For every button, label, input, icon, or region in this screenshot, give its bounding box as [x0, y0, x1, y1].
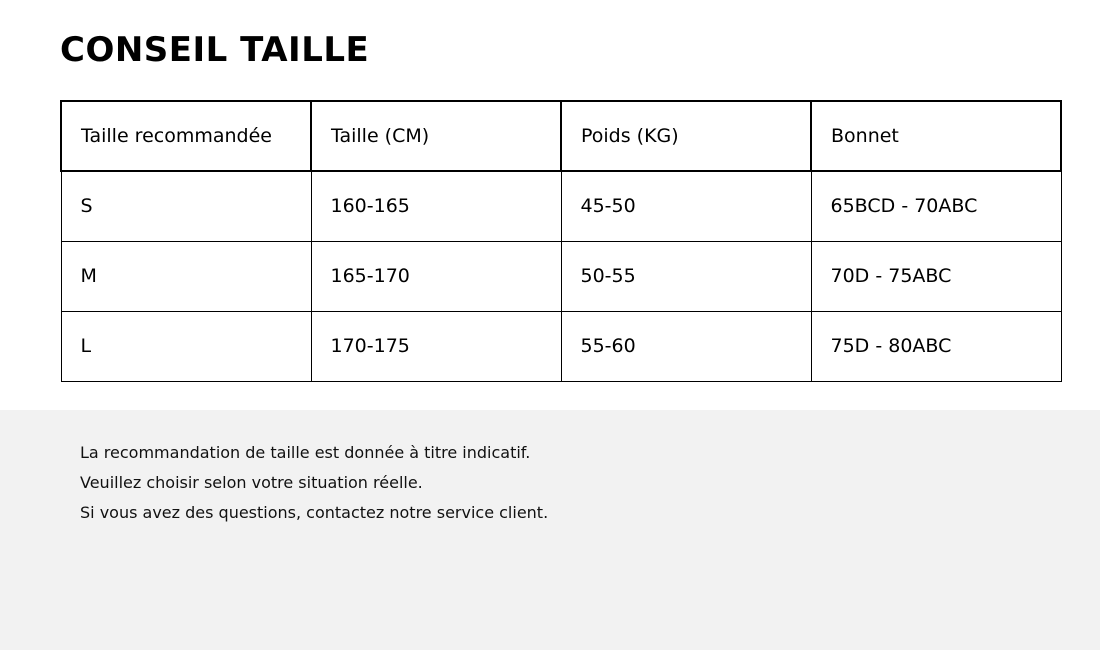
note-line-indicative: La recommandation de taille est donnée à titre indicatif. — [80, 443, 531, 462]
table-cell-height: 160-165 — [311, 171, 561, 241]
table-cell-size: S — [61, 171, 311, 241]
table-row — [61, 311, 1061, 381]
notes-panel — [0, 410, 1100, 650]
table-row — [61, 241, 1061, 311]
table-cell-weight: 45-50 — [561, 171, 811, 241]
table-cell-cup: 75D - 80ABC — [811, 311, 1061, 381]
table-cell-weight: 50-55 — [561, 241, 811, 311]
column-header-weight: Poids (KG) — [561, 101, 811, 171]
table-cell-weight: 55-60 — [561, 311, 811, 381]
table-row — [61, 171, 1061, 241]
column-header-recommended-size: Taille recommandée — [61, 101, 311, 171]
table-cell-height: 170-175 — [311, 311, 561, 381]
note-line-contact: Si vous avez des questions, contactez notre service client. — [80, 503, 549, 522]
page-title: CONSEIL TAILLE — [60, 30, 370, 70]
table-header-row — [61, 101, 1061, 171]
table-cell-cup: 70D - 75ABC — [811, 241, 1061, 311]
column-header-cup: Bonnet — [811, 101, 1061, 171]
table-cell-size: M — [61, 241, 311, 311]
column-header-height: Taille (CM) — [311, 101, 561, 171]
table-cell-cup: 65BCD - 70ABC — [811, 171, 1061, 241]
note-line-choose: Veuillez choisir selon votre situation réelle. — [80, 473, 423, 492]
table-cell-size: L — [61, 311, 311, 381]
size-table — [60, 100, 1062, 382]
table-cell-height: 165-170 — [311, 241, 561, 311]
